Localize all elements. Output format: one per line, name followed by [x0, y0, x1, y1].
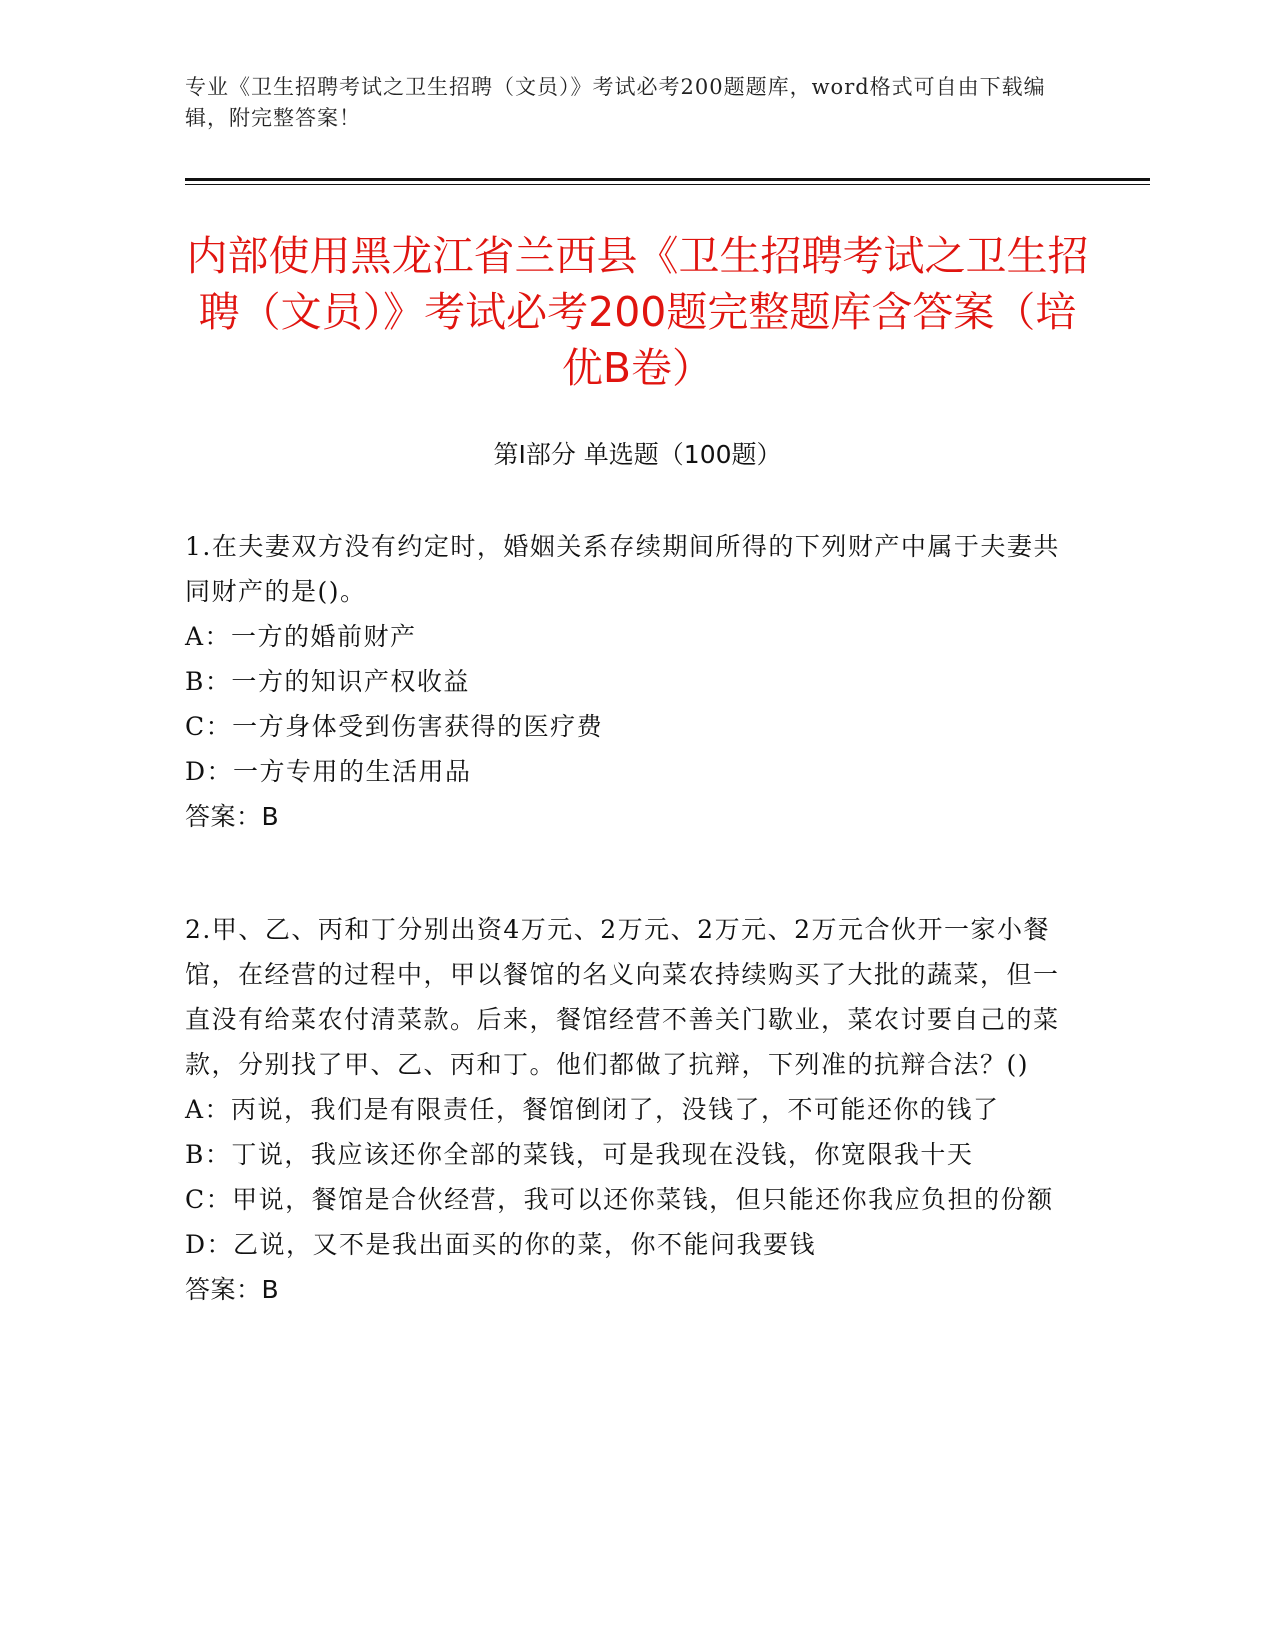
- option-d: D：乙说，又不是我出面买的你的菜，你不能问我要钱: [185, 1230, 817, 1259]
- question-stem: 2.甲、乙、丙和丁分别出资4万元、2万元、2万元、2万元合伙开一家小餐馆，在经营的过程中，甲以餐馆的名义向菜农持续购买了大批的蔬菜，但一直没有给菜农付清菜款。后来，餐馆经营不善关门歇业，菜农讨要自己的菜款，分别找了甲、乙、丙和丁。他们都做了抗辩，下列准的抗辩合法？(): [185, 915, 1060, 1079]
- question-stem: 1.在夫妻双方没有约定时，婚姻关系存续期间所得的下列财产中属于夫妻共同财产的是()。: [185, 532, 1060, 606]
- option-c: C：甲说，餐馆是合伙经营，我可以还你菜钱，但只能还你我应负担的份额: [185, 1185, 1054, 1214]
- option-a: A：丙说，我们是有限责任，餐馆倒闭了，没钱了，不可能还你的钱了: [185, 1095, 1000, 1124]
- option-d: D：一方专用的生活用品: [185, 757, 472, 786]
- section-title: 第Ⅰ部分 单选题（100题）: [493, 440, 782, 469]
- question-list: [185, 524, 1075, 1380]
- question-item: [185, 907, 1075, 1312]
- header-divider-thin: [185, 184, 1150, 185]
- answer-line: 答案：B: [185, 802, 280, 831]
- option-a: A：一方的婚前财产: [185, 622, 417, 651]
- header-divider-thick: [185, 178, 1150, 181]
- header-note: 专业《卫生招聘考试之卫生招聘（文员）》考试必考200题题库，word格式可自由下载编辑，附完整答案！: [185, 75, 1046, 130]
- option-b: B：一方的知识产权收益: [185, 667, 470, 696]
- document-title: 内部使用黑龙江省兰西县《卫生招聘考试之卫生招聘（文员）》考试必考200题完整题库含答案（培优B卷）: [186, 232, 1089, 392]
- question-item: [185, 524, 1075, 839]
- option-c: C：一方身体受到伤害获得的医疗费: [185, 712, 604, 741]
- answer-line: 答案：B: [185, 1275, 280, 1304]
- option-b: B：丁说，我应该还你全部的菜钱，可是我现在没钱，你宽限我十天: [185, 1140, 974, 1169]
